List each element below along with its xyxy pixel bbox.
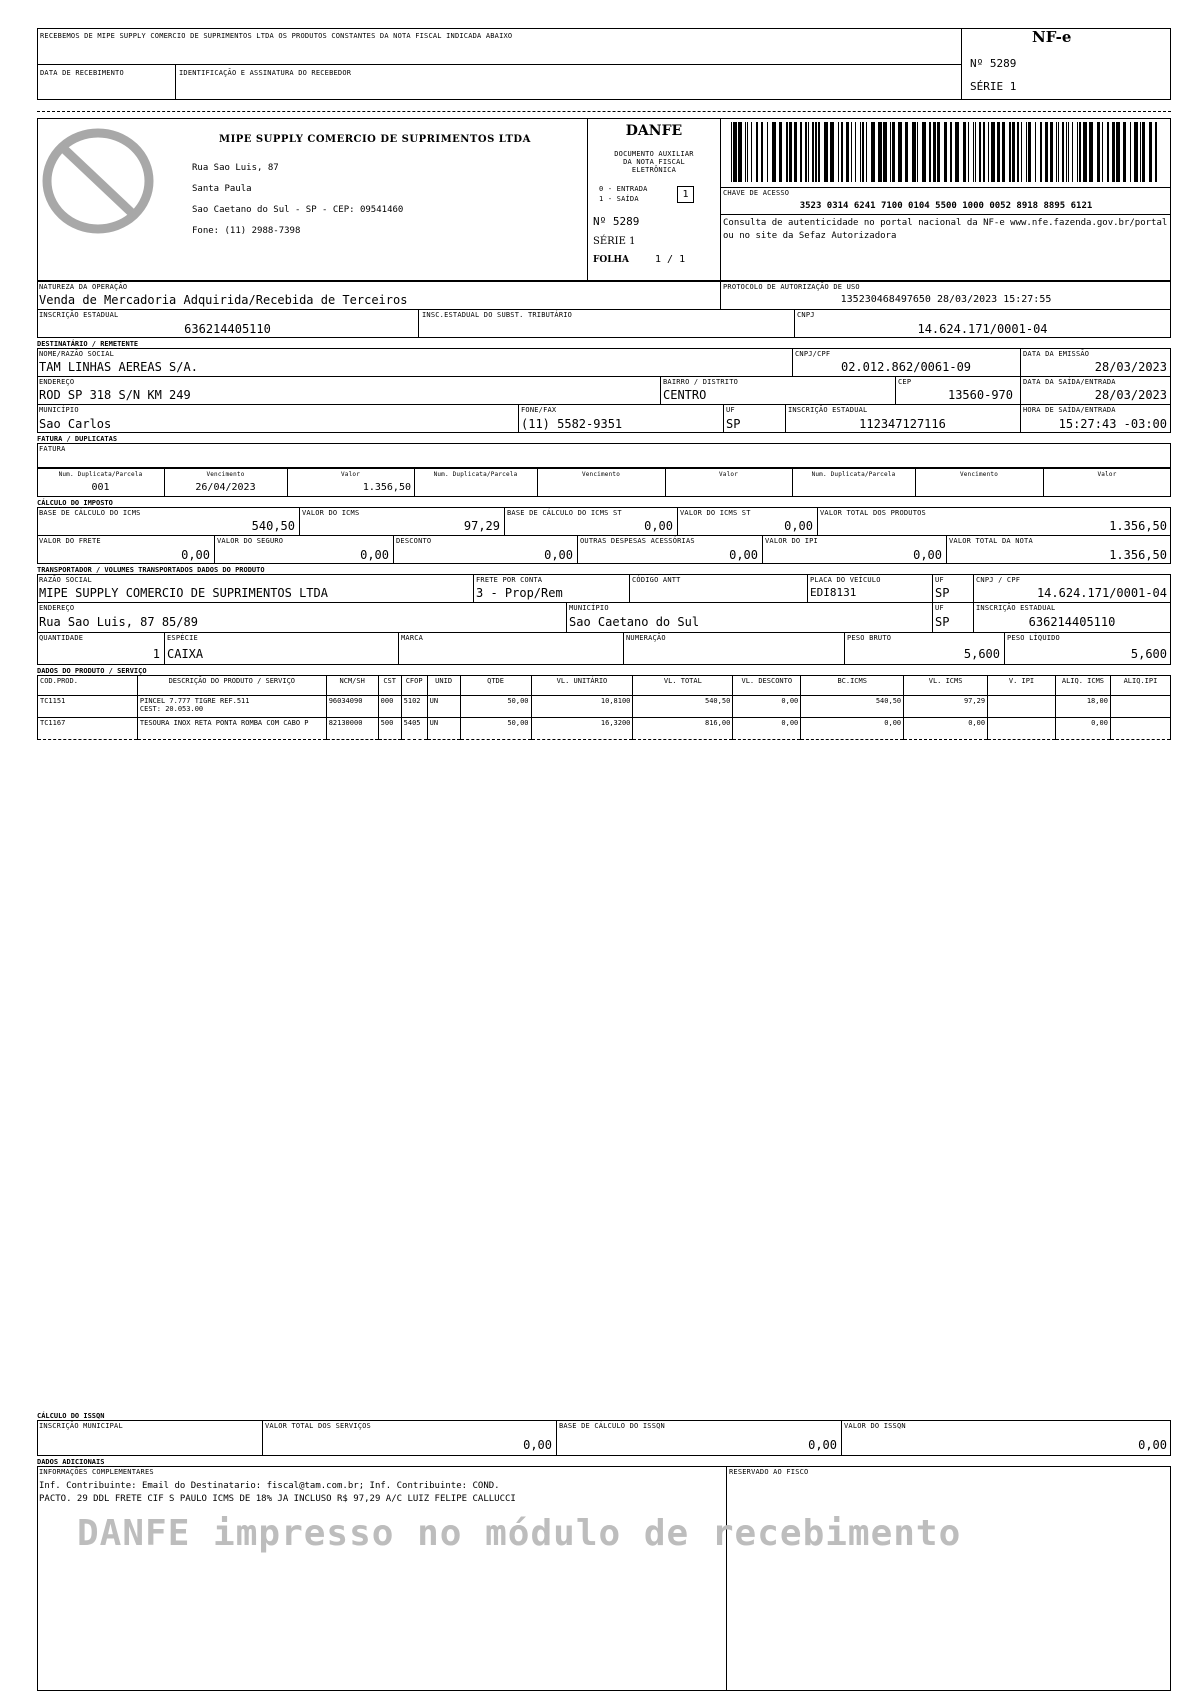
natureza-value: Venda de Mercadoria Adquirida/Recebida de Terceiros: [39, 293, 408, 307]
table-row: [38, 696, 1171, 718]
transp-ie-label: INSCRIÇÃO ESTADUAL: [976, 604, 1056, 612]
transp-endereco: Rua Sao Luis, 87 85/89: [39, 615, 198, 629]
transp-uf2-label: UF: [935, 604, 944, 612]
danfe-subtitle-3: ELETRÔNICA: [631, 166, 677, 174]
danfe-entrada: 0 - ENTRADA: [599, 185, 648, 193]
icms: 97,29: [463, 519, 500, 533]
barcode-bar: [1142, 122, 1144, 182]
ie-label: INSCRIÇÃO ESTADUAL: [39, 311, 119, 319]
transp-peso-bruto-label: PESO BRUTO: [847, 634, 892, 642]
emitente-fone: Fone: (11) 2988-7398: [192, 226, 301, 236]
cell-descricao: TESOURA INOX RETA PONTA ROMBA COM CABO P: [137, 718, 326, 740]
transp-peso-liquido-label: PESO LÍQUIDO: [1007, 634, 1060, 642]
barcode-bar: [779, 122, 781, 182]
dest-cep: 13560-970: [947, 388, 1013, 402]
cell-descricao: [137, 696, 326, 718]
issqn-im-label: INSCRIÇÃO MUNICIPAL: [39, 1422, 123, 1430]
cell-qtde: 50,00: [460, 718, 531, 740]
barcode-bar: [866, 122, 867, 182]
dest-cnpj: 02.012.862/0061-09: [840, 360, 972, 374]
transp-peso-liquido: 5,600: [1130, 647, 1167, 661]
dest-emissao: 28/03/2023: [1094, 360, 1167, 374]
barcode-bar: [979, 122, 981, 182]
transp-qtd-label: QUANTIDADE: [39, 634, 84, 642]
emitente-bairro: Santa Paula: [192, 184, 252, 194]
info-line-1: Inf. Contribuinte: Email do Destinatario: fiscal@tam.com.br; Inf. Contribuinte: COND.: [39, 1481, 500, 1491]
barcode-bar: [824, 122, 828, 182]
identificacao-label: IDENTIFICAÇÃO E ASSINATURA DO RECEBEDOR: [179, 69, 352, 77]
barcode-bar: [937, 122, 941, 182]
barcode-bar: [1134, 122, 1138, 182]
dup-num-label-3: Num. Duplicata/Parcela: [811, 471, 896, 478]
dest-municipio-label: MUNICÍPIO: [39, 406, 79, 414]
barcode-bar: [794, 122, 796, 182]
cell-vl-desconto: 0,00: [733, 696, 801, 718]
info-label: INFORMAÇÕES COMPLEMENTARES: [39, 1468, 154, 1476]
produtos-section: DADOS DO PRODUTO / SERVIÇO: [37, 667, 147, 675]
dest-emissao-label: DATA DA EMISSÃO: [1023, 350, 1090, 358]
transp-placa-label: PLACA DO VEÍCULO: [810, 576, 881, 584]
barcode-bar: [922, 122, 926, 182]
dest-cep-label: CEP: [898, 378, 912, 386]
cell-unid: UN: [427, 696, 460, 718]
cell-cfop: 5405: [401, 718, 427, 740]
transp-frete-label: FRETE POR CONTA: [476, 576, 543, 584]
barcode-bar: [1012, 122, 1014, 182]
barcode-bar: [1009, 122, 1011, 182]
dest-uf-label: UF: [726, 406, 735, 414]
barcode-bar: [1102, 122, 1103, 182]
transp-uf: SP: [935, 586, 950, 600]
protocolo-value: 135230468497650 28/03/2023 15:27:55: [840, 294, 1052, 305]
barcode-bar: [1140, 122, 1141, 182]
cut-line: [37, 111, 1171, 112]
barcode-bar: [818, 122, 820, 182]
cnpj-value: 14.624.171/0001-04: [917, 322, 1048, 336]
issqn-valor: 0,00: [1138, 1438, 1167, 1452]
header-unid: UNID: [427, 676, 460, 696]
dup-venc-label: Vencimento: [206, 471, 245, 478]
transp-uf-label: UF: [935, 576, 944, 584]
cell-ncm: 82130000: [326, 718, 378, 740]
dup-venc-label-2: Vencimento: [581, 471, 621, 478]
header-aliq-icms: ALIQ. ICMS: [1055, 676, 1110, 696]
cell-cfop: 5102: [401, 696, 427, 718]
dest-endereco-label: ENDEREÇO: [39, 378, 75, 386]
produtos-table: [37, 675, 1171, 740]
seguro-label: VALOR DO SEGURO: [217, 537, 284, 545]
barcode-bar: [963, 122, 967, 182]
transportador-section: TRANSPORTADOR / VOLUMES TRANSPORTADOS DADOS DO PRODUTO: [37, 566, 265, 574]
header-descricao: DESCRIÇÃO DO PRODUTO / SERVIÇO: [137, 676, 326, 696]
barcode-bar: [851, 122, 852, 182]
cell-vl-icms: 0,00: [904, 718, 988, 740]
barcode-bar: [1112, 122, 1116, 182]
barcode-bar: [955, 122, 959, 182]
info-line-2: PACTO. 29 DDL FRETE CIF S PAULO ICMS DE 18% JA INCLUSO R$ 97,29 A/C LUIZ FELIPE CALLUCCI: [39, 1494, 516, 1504]
barcode-bar: [789, 122, 791, 182]
bc-icms-label: BASE DE CÁLCULO DO ICMS: [39, 509, 141, 517]
canhoto-serie: SÉRIE 1: [970, 80, 1017, 93]
ie-st-label: INSC.ESTADUAL DO SUBST. TRIBUTÁRIO: [422, 311, 573, 319]
dup-num: 001: [91, 482, 110, 493]
cell-bc-icms: 0,00: [801, 718, 904, 740]
cell-v-ipi: [988, 718, 1056, 740]
barcode-bar: [1066, 122, 1067, 182]
dup-valor-label-2: Valor: [718, 471, 739, 478]
imposto-section: CÁLCULO DO IMPOSTO: [37, 499, 113, 507]
barcode-bar: [1017, 122, 1018, 182]
fatura-section: FATURA / DUPLICATAS: [37, 435, 118, 443]
barcode-bar: [997, 122, 999, 182]
cell-ncm: 96034090: [326, 696, 378, 718]
transp-antt-label: CÓDIGO ANTT: [632, 576, 681, 584]
header-v-ipi: V. IPI: [988, 676, 1056, 696]
barcode-bar: [815, 122, 816, 182]
transp-especie-label: ESPÉCIE: [167, 634, 198, 642]
header-cod: COD.PROD.: [38, 676, 138, 696]
barcode-bar: [841, 122, 842, 182]
dest-ie-label: INSCRIÇÃO ESTADUAL: [788, 406, 868, 414]
header-vl-icms: VL. ICMS: [904, 676, 988, 696]
barcode-bar: [808, 122, 809, 182]
icms-st: 0,00: [784, 519, 813, 533]
barcode-bar: [862, 122, 863, 182]
dest-saida-label: DATA DA SAÍDA/ENTRADA: [1023, 378, 1116, 386]
barcode-bar: [830, 122, 834, 182]
transp-cnpj: 14.624.171/0001-04: [1036, 586, 1167, 600]
barcode-bar: [1021, 122, 1022, 182]
ie-value: 636214405110: [184, 322, 271, 336]
dest-fone-label: FONE/FAX: [521, 406, 557, 414]
barcode-bar: [1072, 122, 1073, 182]
barcode-bar: [988, 122, 989, 182]
barcode-bar: [767, 122, 768, 182]
barcode-bar: [1002, 122, 1004, 182]
frete-label: VALOR DO FRETE: [39, 537, 101, 545]
barcode-bar: [1028, 122, 1030, 182]
transp-uf2: SP: [935, 615, 950, 629]
chave-consulta: Consulta de autenticidade no portal nacional da NF-e www.nfe.fazenda.gov.br/portal ou no site da Sefaz Autorizadora: [723, 218, 1168, 241]
transp-peso-bruto: 5,600: [963, 647, 1000, 661]
recebemos-text: RECEBEMOS DE MIPE SUPPLY COMERCIO DE SUPRIMENTOS LTDA OS PRODUTOS CONSTANTES DA NOTA FISCAL INDICADA ABAIXO: [40, 32, 513, 40]
emitente-cidade: Sao Caetano do Sul - SP - CEP: 09541460: [192, 205, 404, 215]
barcode-bar: [1040, 122, 1042, 182]
table-row: [38, 718, 1171, 740]
header-qtde: QTDE: [460, 676, 531, 696]
icms-label: VALOR DO ICMS: [302, 509, 360, 517]
transp-endereco-label: ENDEREÇO: [39, 604, 75, 612]
barcode-bar: [912, 122, 916, 182]
barcode-bar: [1155, 122, 1157, 182]
total-prod-label: VALOR TOTAL DOS PRODUTOS: [820, 509, 926, 517]
no-logo-icon: [40, 125, 156, 237]
barcode-bar: [1056, 122, 1057, 182]
protocolo-label: PROTOCOLO DE AUTORIZAÇÃO DE USO: [723, 283, 860, 291]
cell-cod: TC1167: [38, 718, 138, 740]
barcode-bar: [929, 122, 930, 182]
desconto: 0,00: [544, 548, 573, 562]
header-vl-unitario: VL. UNITÁRIO: [531, 676, 633, 696]
barcode-bar: [1083, 122, 1087, 182]
barcode-bar: [1116, 122, 1120, 182]
dest-uf: SP: [726, 417, 741, 431]
barcode-bar: [805, 122, 806, 182]
natureza-label: NATUREZA DA OPERAÇÃO: [39, 283, 128, 291]
outras: 0,00: [729, 548, 758, 562]
produtos-header-row: [38, 676, 1171, 696]
issqn-bc: 0,00: [808, 1438, 837, 1452]
dup-valor-label-3: Valor: [1097, 471, 1117, 478]
barcode-bar: [756, 122, 758, 182]
transp-frete: 3 - Prop/Rem: [476, 586, 563, 600]
dup-valor-label: Valor: [340, 471, 361, 478]
barcode-bar: [1058, 122, 1059, 182]
danfe-folha-label: FOLHA: [593, 255, 630, 265]
barcode-bar: [761, 122, 763, 182]
chave-value: 3523 0314 6241 7100 0104 5500 1000 0052 8918 8895 6121: [799, 201, 1093, 211]
bc-st: 0,00: [644, 519, 673, 533]
barcode-bar: [1107, 122, 1109, 182]
barcode-bar: [1050, 122, 1054, 182]
transp-ie: 636214405110: [1028, 615, 1116, 629]
ipi: 0,00: [913, 548, 942, 562]
header-aliq-ipi: ALIQ.IPI: [1110, 676, 1170, 696]
danfe-tipo: 1: [682, 189, 689, 200]
barcode-bar: [878, 122, 882, 182]
barcode-bar: [745, 122, 746, 182]
dest-municipio: Sao Carlos: [39, 417, 112, 431]
barcode-bar: [991, 122, 995, 182]
cell-aliq-icms: 0,00: [1055, 718, 1110, 740]
destinatario-section: DESTINATÁRIO / REMETENTE: [37, 340, 139, 348]
cell-cest: CEST: 20.053.00: [139, 705, 204, 713]
dup-num-label: Num. Duplicata/Parcela: [58, 471, 143, 478]
barcode-bar: [772, 122, 776, 182]
dest-saida: 28/03/2023: [1094, 388, 1167, 402]
issqn-valor-label: VALOR DO ISSQN: [844, 1422, 906, 1430]
cell-vl-unitario: 10,8100: [531, 696, 633, 718]
transp-razao: MIPE SUPPLY COMERCIO DE SUPRIMENTOS LTDA: [39, 586, 328, 600]
transp-razao-label: RAZÃO SOCIAL: [39, 576, 92, 584]
canhoto-nfe-title: NF-e: [1032, 28, 1072, 46]
chave-label: CHAVE DE ACESSO: [723, 189, 790, 197]
total-prod: 1.356,50: [1109, 519, 1167, 533]
emitente-nome: MIPE SUPPLY COMERCIO DE SUPRIMENTOS LTDA: [219, 134, 531, 145]
cell-v-ipi: [988, 696, 1056, 718]
barcode-bar: [892, 122, 894, 182]
total-nota: 1.356,50: [1109, 548, 1167, 562]
bc-st-label: BASE DE CÁLCULO DO ICMS ST: [507, 509, 622, 517]
barcode-bar: [855, 122, 856, 182]
seguro: 0,00: [360, 548, 389, 562]
dest-ie: 112347127116: [859, 417, 946, 431]
icms-st-label: VALOR DO ICMS ST: [680, 509, 751, 517]
header-cfop: CFOP: [401, 676, 427, 696]
danfe-numero: Nº 5289: [593, 215, 640, 228]
fisco-label: RESERVADO AO FISCO: [729, 1468, 809, 1476]
frete: 0,00: [181, 548, 210, 562]
cell-cst: 500: [378, 718, 401, 740]
danfe-saida: 1 - SAÍDA: [599, 195, 639, 203]
dest-nome-label: NOME/RAZÃO SOCIAL: [39, 350, 115, 358]
barcode-bar: [838, 122, 839, 182]
barcode-bar: [747, 122, 748, 182]
danfe-subtitle-1: DOCUMENTO AUXILIAR: [614, 150, 694, 158]
cell-vl-unitario: 16,3200: [531, 718, 633, 740]
transp-municipio: Sao Caetano do Sul: [569, 615, 700, 629]
header-bc-icms: BC.ICMS: [801, 676, 904, 696]
danfe-subtitle-2: DA NOTA FISCAL: [623, 158, 685, 166]
fatura-label: FATURA: [39, 445, 66, 453]
danfe-title: DANFE: [625, 123, 683, 139]
outras-label: OUTRAS DESPESAS ACESSÓRIAS: [580, 537, 695, 545]
bc-icms: 540,50: [251, 519, 295, 533]
barcode-bar: [738, 122, 742, 182]
barcode: [731, 122, 1161, 182]
barcode-bar: [1089, 122, 1093, 182]
issqn-section: CÁLCULO DO ISSQN: [37, 1412, 105, 1420]
barcode-bar: [1045, 122, 1049, 182]
barcode-bar: [950, 122, 951, 182]
emitente-endereco: Rua Sao Luis, 87: [192, 163, 279, 173]
danfe-tipo-box: [677, 186, 694, 203]
danfe-serie: SÉRIE 1: [593, 236, 636, 247]
barcode-bar: [733, 122, 737, 182]
barcode-bar: [860, 122, 861, 182]
barcode-bar: [933, 122, 935, 182]
adicionais-section: DADOS ADICIONAIS: [37, 1458, 105, 1466]
watermark: DANFE impresso no módulo de recebimento: [77, 1513, 962, 1554]
transp-qtd: 1: [152, 647, 160, 661]
desconto-label: DESCONTO: [396, 537, 432, 545]
cell-unid: UN: [427, 718, 460, 740]
dest-hora-label: HORA DE SAÍDA/ENTRADA: [1023, 406, 1116, 414]
header-cst: CST: [378, 676, 401, 696]
cell-vl-total: 540,50: [633, 696, 733, 718]
cell-vl-icms: 97,29: [904, 696, 988, 718]
dup-venc: 26/04/2023: [195, 482, 256, 493]
barcode-bar: [1097, 122, 1101, 182]
cell-vl-total: 816,00: [633, 718, 733, 740]
dest-endereco: ROD SP 318 S/N KM 249: [39, 388, 191, 402]
barcode-bar: [751, 122, 752, 182]
barcode-bar: [1077, 122, 1078, 182]
cell-vl-desconto: 0,00: [733, 718, 801, 740]
barcode-bar: [917, 122, 918, 182]
barcode-bar: [1123, 122, 1127, 182]
barcode-bar: [1068, 122, 1069, 182]
barcode-bar: [983, 122, 985, 182]
cell-aliq-icms: 18,00: [1055, 696, 1110, 718]
cell-descricao-text: PINCEL 7.777 TIGRE REF.511: [139, 697, 250, 705]
barcode-bar: [1130, 122, 1131, 182]
dest-bairro-label: BAIRRO / DISTRITO: [663, 378, 739, 386]
barcode-bar: [975, 122, 976, 182]
barcode-bar: [786, 122, 788, 182]
cell-bc-icms: 540,50: [801, 696, 904, 718]
barcode-bar: [871, 122, 875, 182]
dest-hora: 15:27:43 -03:00: [1058, 417, 1167, 431]
dest-nome: TAM LINHAS AEREAS S/A.: [39, 360, 198, 374]
barcode-bar: [1026, 122, 1027, 182]
header-ncm: NCM/SH: [326, 676, 378, 696]
barcode-bar: [1149, 122, 1153, 182]
barcode-bar: [905, 122, 909, 182]
barcode-bar: [883, 122, 887, 182]
danfe-folha: 1 / 1: [655, 254, 686, 265]
dup-valor: 1.356,50: [362, 482, 411, 493]
barcode-bar: [812, 122, 814, 182]
cell-aliq-ipi: [1110, 696, 1170, 718]
dup-venc-label-3: Vencimento: [959, 471, 999, 478]
dest-cnpj-label: CNPJ/CPF: [795, 350, 831, 358]
canhoto-numero: Nº 5289: [970, 57, 1017, 70]
barcode-bar: [968, 122, 969, 182]
issqn-servicos: 0,00: [523, 1438, 552, 1452]
fatura-box: [37, 443, 1171, 468]
cell-cod: TC1151: [38, 696, 138, 718]
dup-num-label-2: Num. Duplicata/Parcela: [433, 471, 518, 478]
barcode-bar: [800, 122, 801, 182]
barcode-bar: [944, 122, 946, 182]
barcode-bar: [1079, 122, 1080, 182]
barcode-bar: [890, 122, 891, 182]
transp-especie: CAIXA: [167, 647, 204, 661]
transp-municipio-label: MUNICÍPIO: [569, 604, 609, 612]
barcode-bar: [973, 122, 974, 182]
barcode-bar: [898, 122, 902, 182]
transp-marca-label: MARCA: [401, 634, 424, 642]
dest-bairro: CENTRO: [663, 388, 707, 402]
barcode-bar: [1035, 122, 1036, 182]
transp-cnpj-label: CNPJ / CPF: [976, 576, 1021, 584]
transp-numeracao-label: NUMERAÇÃO: [626, 634, 666, 642]
total-nota-label: VALOR TOTAL DA NOTA: [949, 537, 1033, 545]
cnpj-label: CNPJ: [797, 311, 815, 319]
issqn-servicos-label: VALOR TOTAL DOS SERVIÇOS: [265, 1422, 371, 1430]
data-recebimento-label: DATA DE RECEBIMENTO: [40, 69, 124, 77]
cell-qtde: 50,00: [460, 696, 531, 718]
barcode-bar: [731, 122, 732, 182]
dest-fone: (11) 5582-9351: [521, 417, 623, 431]
issqn-bc-label: BASE DE CÁLCULO DO ISSQN: [559, 1422, 665, 1430]
barcode-bar: [1062, 122, 1064, 182]
transp-placa: EDI8131: [810, 586, 857, 599]
ipi-label: VALOR DO IPI: [765, 537, 818, 545]
cell-aliq-ipi: [1110, 718, 1170, 740]
header-vl-total: VL. TOTAL: [633, 676, 733, 696]
cell-cst: 000: [378, 696, 401, 718]
barcode-bar: [846, 122, 848, 182]
header-vl-desconto: VL. DESCONTO: [733, 676, 801, 696]
